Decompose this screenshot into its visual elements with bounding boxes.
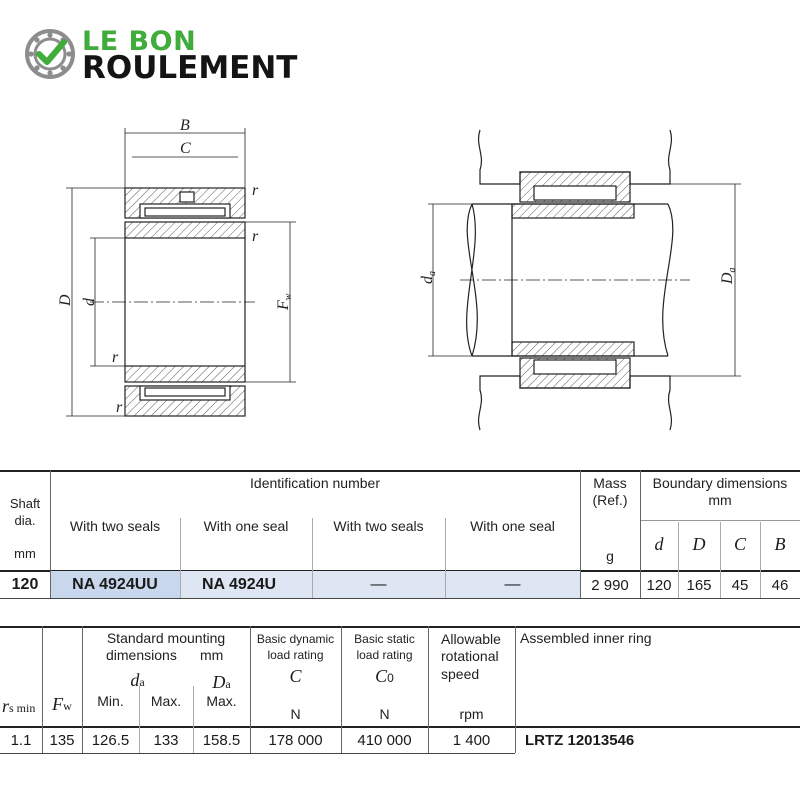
dyn-symbol: C xyxy=(289,666,302,686)
logo-text-top: LE BON xyxy=(82,26,197,57)
bd-col-D: D xyxy=(692,534,706,554)
bearing-check-icon xyxy=(24,28,76,80)
mass-unit: g xyxy=(606,548,614,564)
shaft-header-line1: Shaft xyxy=(9,496,41,511)
row-dyn: 178 000 xyxy=(268,732,323,749)
label-C: C xyxy=(180,140,191,157)
logo-text-bottom: ROULEMENT xyxy=(82,50,298,86)
bearing-drawing xyxy=(0,100,800,460)
label-r-bottom: r xyxy=(112,349,119,366)
mounting-unit: mm xyxy=(200,647,224,663)
da-header: da xyxy=(130,670,145,690)
mounting-header-line1: Standard mounting xyxy=(106,630,226,646)
Da-header: Da xyxy=(212,672,231,692)
row-mass: 2 990 xyxy=(591,577,629,594)
row-shaft: 120 xyxy=(11,576,39,593)
col-two-seals-2: With two seals xyxy=(333,518,424,534)
col-one-seal-1: With one seal xyxy=(203,518,289,534)
label-r-outer: r xyxy=(116,399,123,416)
row-da-min: 126.5 xyxy=(91,732,130,749)
label-da: da xyxy=(419,271,438,284)
stat-unit: N xyxy=(379,706,390,722)
speed-header-line1: Allowable xyxy=(441,631,501,647)
bearing-section-view xyxy=(90,188,255,416)
speed-header-line2: rotational xyxy=(441,648,499,664)
boundary-unit: mm xyxy=(708,492,732,508)
row-rs: 1.1 xyxy=(10,732,32,749)
label-B: B xyxy=(180,117,190,134)
label-Da: Da xyxy=(719,267,738,284)
dyn-header-line1: Basic dynamic xyxy=(256,632,335,646)
mounting-header-line2: dimensions xyxy=(106,647,177,663)
mass-header-line2: (Ref.) xyxy=(592,492,628,508)
mass-header-line1: Mass xyxy=(593,475,627,491)
da-max-header: Max. xyxy=(150,693,182,709)
label-d: d xyxy=(81,298,98,306)
row-two-seals-1[interactable]: NA 4924UU xyxy=(72,576,158,593)
shaft-unit: mm xyxy=(14,546,36,561)
row-C: 45 xyxy=(731,577,749,594)
col-two-seals-1: With two seals xyxy=(69,518,161,534)
row-speed: 1 400 xyxy=(452,732,491,749)
label-r-top: r xyxy=(252,182,259,199)
shaft-header-line2: dia. xyxy=(14,513,36,528)
mounting-view xyxy=(460,130,690,430)
boundary-header: Boundary dimensions xyxy=(652,475,788,491)
stat-header-line1: Basic static xyxy=(354,632,415,646)
dyn-unit: N xyxy=(290,706,301,722)
row-one-seal-1[interactable]: NA 4924U xyxy=(202,576,277,593)
stat-header-line2: load rating xyxy=(356,648,413,662)
row-da-max: 133 xyxy=(153,732,179,749)
bd-col-B: B xyxy=(774,534,786,554)
label-D: D xyxy=(57,294,74,306)
col-one-seal-2: With one seal xyxy=(470,518,555,534)
identification-header: Identification number xyxy=(250,475,380,491)
row-fw: 135 xyxy=(49,732,75,749)
bd-col-C: C xyxy=(733,534,746,554)
row-one-seal-2: — xyxy=(504,576,521,593)
row-inner-ring[interactable]: LRTZ 12013546 xyxy=(525,732,635,749)
da-min-header: Min. xyxy=(97,693,124,709)
stat-symbol: C0 xyxy=(375,666,394,686)
label-Fw: Fw xyxy=(275,293,294,310)
identification-table xyxy=(0,470,800,602)
speed-header-line3: speed xyxy=(441,666,480,682)
row-D: 165 xyxy=(686,577,712,594)
label-r-inner: r xyxy=(252,228,259,245)
row-Da-max: 158.5 xyxy=(202,732,241,749)
inner-ring-header: Assembled inner ring xyxy=(520,630,652,646)
speed-unit: rpm xyxy=(459,706,484,722)
row-d: 120 xyxy=(646,577,672,594)
row-stat: 410 000 xyxy=(357,732,412,749)
row-two-seals-2: — xyxy=(370,576,387,593)
Da-max-header: Max. xyxy=(206,693,237,709)
row-B: 46 xyxy=(771,577,789,594)
brand-logo xyxy=(24,26,304,86)
dyn-header-line2: load rating xyxy=(267,648,324,662)
bd-col-d: d xyxy=(654,534,664,554)
rs-header: rs min xyxy=(2,696,36,716)
mounting-table xyxy=(0,626,800,756)
fw-header: Fw xyxy=(52,694,72,714)
